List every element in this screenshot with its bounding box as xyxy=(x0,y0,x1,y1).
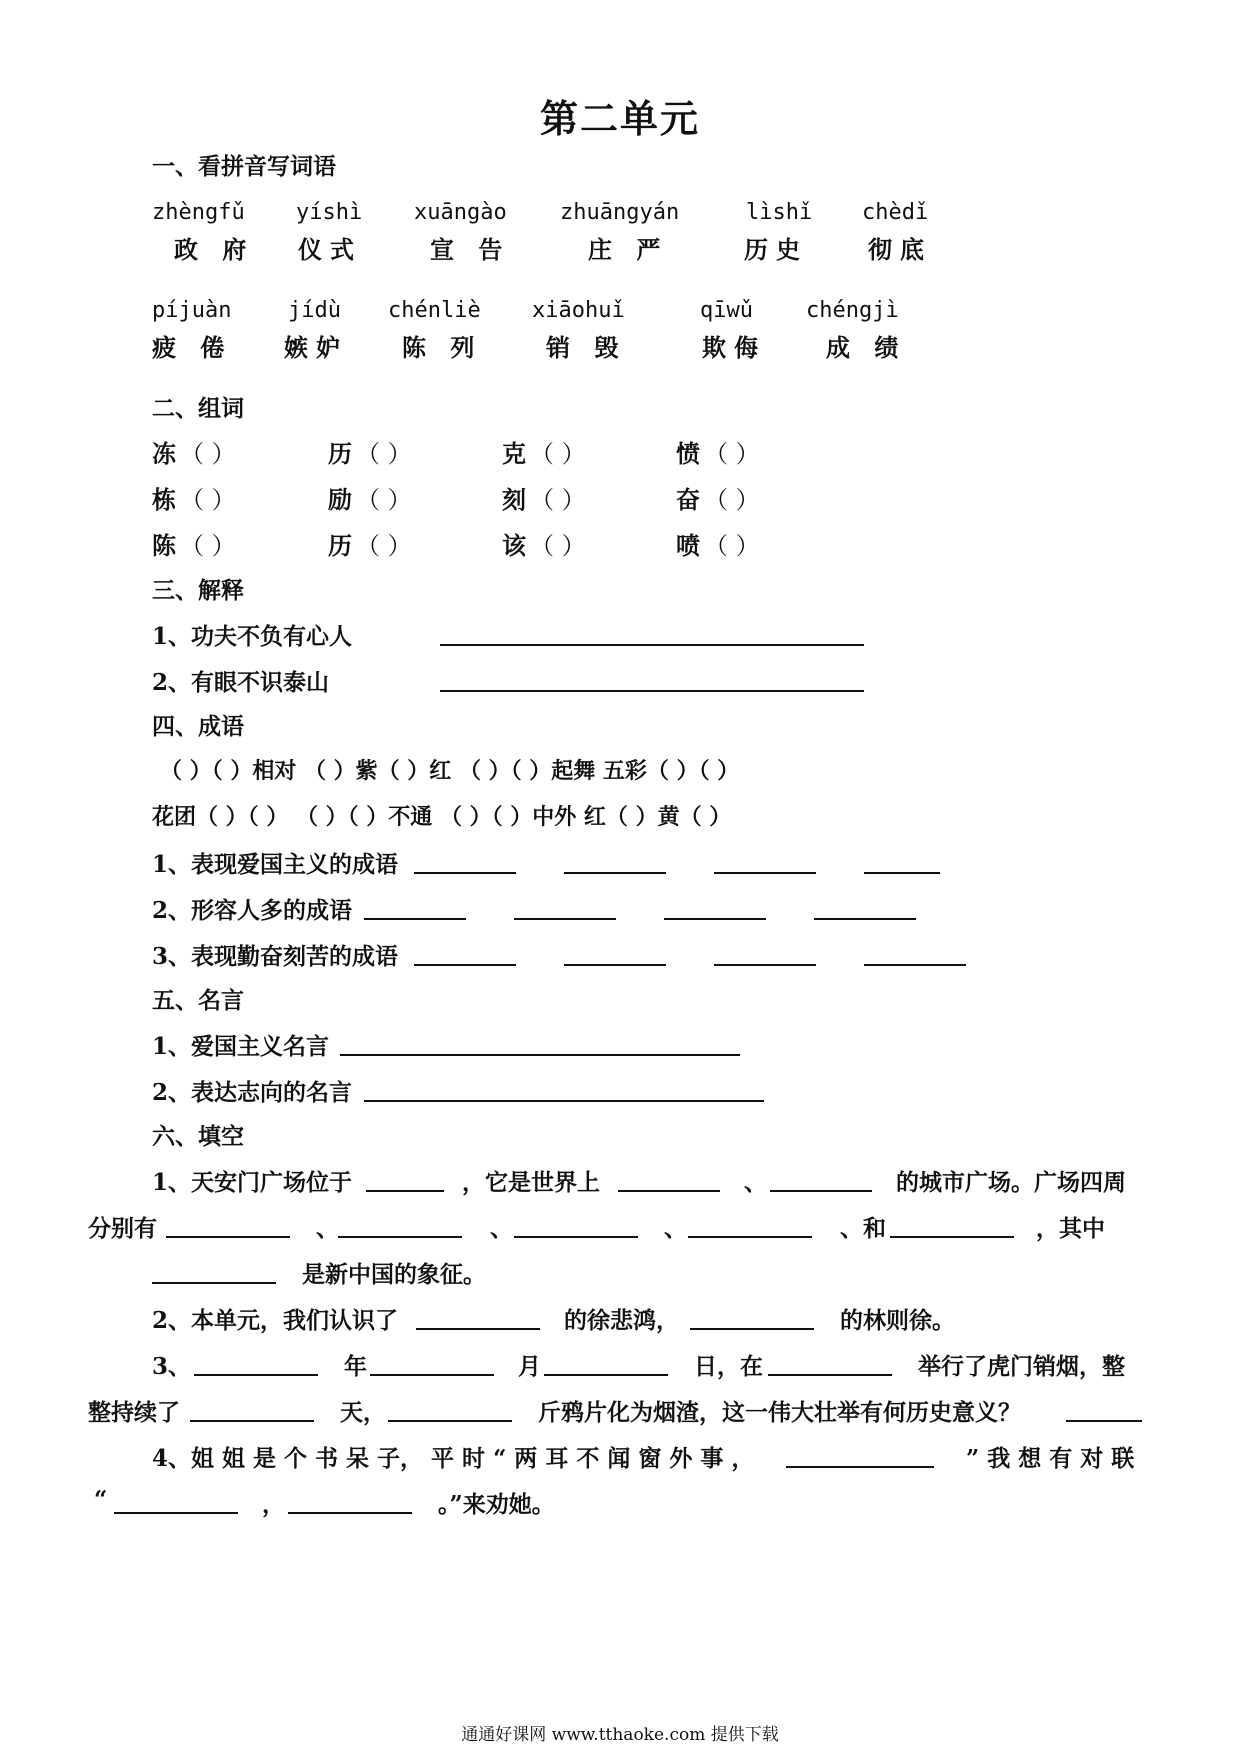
pinyin: chéngjì xyxy=(806,298,899,323)
pinyin: xiāohuǐ xyxy=(532,298,625,323)
zuci-char: 刻 xyxy=(502,485,526,514)
mingyan-item-1: 1、爱国主义名言 xyxy=(152,1033,330,1060)
answer-line[interactable] xyxy=(814,918,916,920)
hanzi-answer: 成 绩 xyxy=(826,333,907,362)
answer-line[interactable] xyxy=(664,918,766,920)
answer-paren[interactable]: （ ） xyxy=(530,532,586,560)
hanzi-answer: 销 毁 xyxy=(546,333,627,362)
section-1-heading: 一、看拼音写词语 xyxy=(152,153,336,180)
zuci-char: 冻 xyxy=(152,439,176,468)
hanzi-answer: 庄 严 xyxy=(588,235,669,264)
section-2-heading: 二、组词 xyxy=(152,395,244,422)
section-5-heading: 五、名言 xyxy=(152,987,244,1014)
answer-paren[interactable]: （ ） xyxy=(356,486,412,514)
answer-line[interactable] xyxy=(194,1374,318,1376)
answer-line[interactable] xyxy=(890,1236,1014,1238)
answer-line[interactable] xyxy=(388,1420,512,1422)
pinyin: jídù xyxy=(288,298,341,323)
q1-text: ，它是世界上 xyxy=(462,1169,600,1196)
answer-line[interactable] xyxy=(340,1054,740,1056)
q4-text: “ xyxy=(94,1486,108,1513)
chengyu-item-1: 1、表现爱国主义的成语 xyxy=(152,851,399,878)
answer-paren[interactable]: （ ） xyxy=(180,486,236,514)
section-3-heading: 三、解释 xyxy=(152,577,244,604)
chengyu-item-2: 2、形容人多的成语 xyxy=(152,897,353,924)
q1-text: 的城市广场。广场四周 xyxy=(896,1169,1126,1196)
hanzi-answer: 宣 告 xyxy=(430,235,511,264)
zuci-char: 栋 xyxy=(152,485,176,514)
answer-paren[interactable]: （ ） xyxy=(530,486,586,514)
answer-line[interactable] xyxy=(190,1420,314,1422)
chengyu-item-3: 3、表现勤奋刻苦的成语 xyxy=(152,943,399,970)
pinyin: qīwǔ xyxy=(700,298,753,323)
q3-text: 斤鸦片化为烟渣，这一伟大壮举有何历史意义？ xyxy=(538,1399,1021,1426)
pinyin: yíshì xyxy=(296,200,363,225)
q3-text: 天， xyxy=(340,1399,386,1426)
answer-line[interactable] xyxy=(416,1328,540,1330)
zuci-char: 喷 xyxy=(676,531,700,560)
q3-text: 举行了虎门销烟，整 xyxy=(918,1353,1125,1380)
chengyu-fill-line-1[interactable]: （ ）（ ）相对 （ ）紫（ ）红 （ ）（ ）起舞 五彩（ ）（ ） xyxy=(160,758,740,784)
q1-text: 、和 xyxy=(840,1215,886,1242)
jieshi-item-2: 2、有眼不识泰山 xyxy=(152,669,330,696)
answer-paren[interactable]: （ ） xyxy=(704,440,760,468)
q3-text: 日，在 xyxy=(694,1353,763,1380)
answer-line[interactable] xyxy=(414,964,516,966)
q2-text: 的徐悲鸿， xyxy=(564,1307,679,1334)
answer-line[interactable] xyxy=(544,1374,668,1376)
zuci-char: 励 xyxy=(328,485,352,514)
q2-text: 的林则徐。 xyxy=(840,1307,955,1334)
answer-line[interactable] xyxy=(370,1374,494,1376)
hanzi-answer: 政 府 xyxy=(174,235,255,264)
q1-text: ，其中 xyxy=(1036,1215,1105,1242)
hanzi-answer: 陈 列 xyxy=(402,333,483,362)
q1-text: 是新中国的象征。 xyxy=(302,1261,486,1288)
answer-line[interactable] xyxy=(152,1282,276,1284)
answer-line[interactable] xyxy=(864,872,940,874)
answer-line[interactable] xyxy=(714,964,816,966)
pinyin: zhuāngyán xyxy=(560,200,680,225)
section-4-heading: 四、成语 xyxy=(152,713,244,740)
hanzi-answer: 仪式 xyxy=(298,235,362,264)
answer-paren[interactable]: （ ） xyxy=(356,440,412,468)
page-footer: 通通好课网 www.tthaoke.com 提供下载 xyxy=(461,1725,779,1745)
pinyin: xuāngào xyxy=(414,200,507,225)
zuci-char: 该 xyxy=(502,531,526,560)
answer-line[interactable] xyxy=(770,1190,872,1192)
answer-line[interactable] xyxy=(364,1100,764,1102)
q1-text: 分别有 xyxy=(88,1215,157,1242)
answer-paren[interactable]: （ ） xyxy=(704,532,760,560)
q4-text: 4、姐 姐 是 个 书 呆 子， 平 时 “ 两 耳 不 闻 窗 外 事 ， xyxy=(152,1445,755,1472)
q4-text: ” 我 想 有 对 联 xyxy=(966,1445,1135,1472)
zuci-char: 历 xyxy=(328,439,352,468)
answer-paren[interactable]: （ ） xyxy=(356,532,412,560)
chengyu-fill-line-2[interactable]: 花团（ ）（ ） （ ）（ ）不通 （ ）（ ）中外 红（ ）黄（ ） xyxy=(152,804,732,830)
section-6-heading: 六、填空 xyxy=(152,1123,244,1150)
answer-line[interactable] xyxy=(564,964,666,966)
answer-line[interactable] xyxy=(564,872,666,874)
answer-line[interactable] xyxy=(864,964,966,966)
answer-line[interactable] xyxy=(688,1236,812,1238)
answer-line[interactable] xyxy=(690,1328,814,1330)
answer-line[interactable] xyxy=(166,1236,290,1238)
answer-paren[interactable]: （ ） xyxy=(530,440,586,468)
zuci-char: 奋 xyxy=(676,485,700,514)
answer-line[interactable] xyxy=(618,1190,720,1192)
answer-line[interactable] xyxy=(786,1466,934,1468)
zuci-char: 愤 xyxy=(676,439,700,468)
zuci-char: 陈 xyxy=(152,531,176,560)
q3-text: 年 xyxy=(344,1353,367,1380)
pinyin: chénliè xyxy=(388,298,481,323)
q1-text: 1、天安门广场位于 xyxy=(152,1169,353,1196)
q4-text: ， xyxy=(262,1491,285,1518)
answer-line[interactable] xyxy=(1066,1420,1142,1422)
answer-line[interactable] xyxy=(338,1236,462,1238)
hanzi-answer: 历史 xyxy=(744,235,808,264)
hanzi-answer: 嫉妒 xyxy=(284,333,348,362)
hanzi-answer: 彻底 xyxy=(868,235,932,264)
answer-line[interactable] xyxy=(514,1236,638,1238)
answer-line[interactable] xyxy=(714,872,816,874)
answer-paren[interactable]: （ ） xyxy=(180,440,236,468)
q1-text: 、 xyxy=(664,1215,687,1242)
zuci-char: 克 xyxy=(502,439,526,468)
answer-line[interactable] xyxy=(364,918,466,920)
answer-line[interactable] xyxy=(440,690,864,692)
mingyan-item-2: 2、表达志向的名言 xyxy=(152,1079,353,1106)
pinyin: píjuàn xyxy=(152,298,232,323)
answer-line[interactable] xyxy=(288,1512,412,1514)
answer-paren[interactable]: （ ） xyxy=(704,486,760,514)
answer-line[interactable] xyxy=(366,1190,444,1192)
hanzi-answer: 疲 倦 xyxy=(152,333,233,362)
q1-text: 、 xyxy=(316,1215,339,1242)
q3-text: 月 xyxy=(518,1353,541,1380)
answer-line[interactable] xyxy=(514,918,616,920)
hanzi-answer: 欺侮 xyxy=(702,333,766,362)
answer-line[interactable] xyxy=(114,1512,238,1514)
q3-text: 整持续了 xyxy=(88,1399,180,1426)
q1-text: 、 xyxy=(490,1215,513,1242)
q1-text: 、 xyxy=(744,1169,767,1196)
answer-paren[interactable]: （ ） xyxy=(180,532,236,560)
q2-text: 2、本单元，我们认识了 xyxy=(152,1307,399,1334)
q3-text: 3、 xyxy=(152,1353,192,1380)
pinyin: zhèngfǔ xyxy=(152,200,245,225)
answer-line[interactable] xyxy=(768,1374,892,1376)
pinyin: chèdǐ xyxy=(862,200,929,225)
zuci-char: 历 xyxy=(328,531,352,560)
answer-line[interactable] xyxy=(440,644,864,646)
jieshi-item-1: 1、功夫不负有心人 xyxy=(152,623,353,650)
answer-line[interactable] xyxy=(414,872,516,874)
q4-text: 。”来劝她。 xyxy=(438,1491,555,1518)
page-title: 第二单元 xyxy=(539,97,700,141)
pinyin: lìshǐ xyxy=(746,200,813,225)
